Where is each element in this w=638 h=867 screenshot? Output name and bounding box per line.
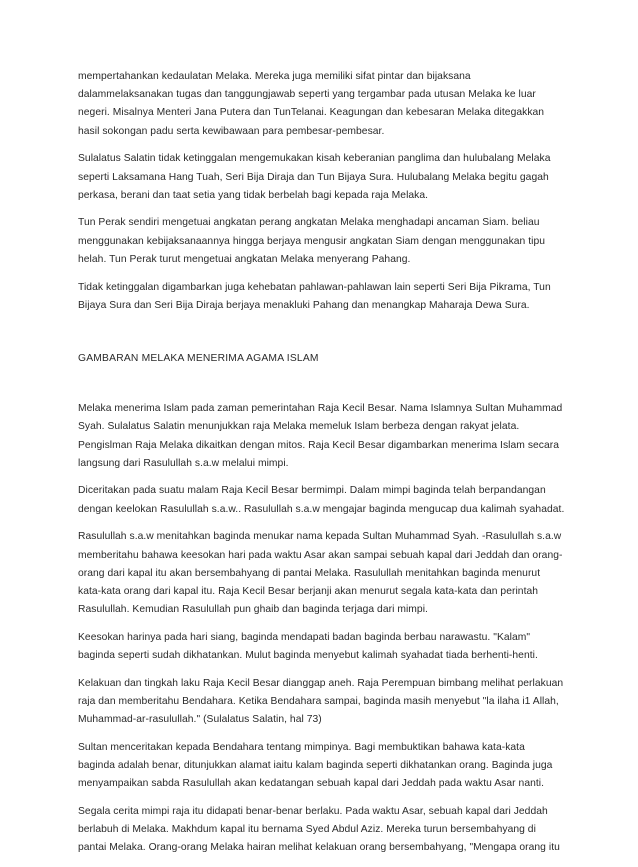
text-line: Tun Perak sendiri mengetuai angkatan perang angkatan Melaka menghadapi ancaman Siam. beliau: [78, 217, 540, 229]
text-line: Melaka menerima Islam pada zaman pemerintahan Raja Kecil Besar. Nama Islamnya Sultan Muhammad: [78, 403, 563, 415]
bottom-section: [78, 400, 576, 857]
text-line: kata-kata orang dari kapal itu. Raja Kecil Besar berjanji akan menurut segala kata-kata dan perintah: [78, 585, 539, 597]
text-line: menggunakan kebijaksanaannya hingga berjaya mengusir angkatan Siam dengan menggunakan tipu: [78, 235, 546, 247]
text-line: seperti Laksamana Hang Tuah, Seri Bija Diraja dan Tun Bijaya Sura. Hulubalang Melaka begitu gagah: [78, 171, 549, 183]
text-line: baginda seperti sudah dikhatankan. Mulut baginda menyebut kalimah syahadat tiada berhenti-henti.: [78, 650, 538, 662]
text-line: Rasulullah. Kemudian Rasulullah pun ghaib dan baginda terjaga dari mimpi.: [78, 604, 428, 616]
paragraph: [78, 739, 576, 794]
paragraph: [78, 629, 576, 665]
paragraph: [78, 803, 576, 858]
text-line: Kelakuan dan tingkah laku Raja Kecil Besar dianggap aneh. Raja Perempuan bimbang melihat perlakuan: [78, 677, 564, 689]
text-line: Sultan menceritakan kepada Bendahara tentang mimpinya. Bagi membuktikan bahawa kata-kata: [78, 741, 525, 753]
paragraph: [78, 150, 576, 205]
top-section: [78, 68, 576, 315]
text-line: Keesokan harinya pada hari siang, baginda mendapati badan baginda berbau narawastu. "Kalam": [78, 631, 531, 643]
paragraph: [78, 214, 576, 269]
text-line: pantai Melaka. Orang-orang Melaka hairan melihat kelakuan orang bersembahyang, "Mengapa orang itu: [78, 842, 560, 854]
text-line: orang dari kapal itu akan bersembahyang di pantai Melaka. Rasulullah menitahkan baginda menurut: [78, 567, 541, 579]
text-line: mempertahankan kedaulatan Melaka. Mereka juga memiliki sifat pintar dan bijaksana: [78, 71, 471, 82]
paragraph: [78, 279, 576, 315]
text-line: Rasulullah s.a.w menitahkan baginda menukar nama kepada Sultan Muhammad Syah. -Rasulullah s.a.w: [78, 531, 562, 543]
paragraph: [78, 482, 576, 518]
paragraph: [78, 400, 576, 473]
text-line: memberitahu bahawa keesokan hari pada waktu Asar akan sampai sebuah kapal dari Jeddah dan orang-: [78, 549, 563, 561]
text-line: Syah. Sulalatus Salatin menunjukkan raja Melaka memeluk Islam berbeza dengan rakyat jelata.: [78, 421, 520, 433]
document-page: [78, 68, 576, 867]
text-line: hasil sokongan padu serta kewibawaan para pembesar-pembesar.: [78, 125, 385, 137]
text-line: Bijaya Sura dan Seri Bija Diraja berjaya menakluki Pahang dan menangkap Maharaja Dewa Sura.: [78, 299, 530, 311]
text-line: baginda adalah benar, ditunjukkan alamat iaitu kalam baginda seperti dikhatankan orang. Baginda juga: [78, 760, 553, 772]
text-line: raja dan memberitahu Bendahara. Ketika Bendahara sampai, baginda masih menyebut "la ilaha i1 Allah,: [78, 695, 559, 707]
text-line: helah. Tun Perak turut mengetuai angkatan Melaka menyerang Pahang.: [78, 253, 411, 265]
text-line: langsung dari Rasulullah s.a.w melalui mimpi.: [78, 457, 289, 469]
text-line: perkasa, berani dan taat setia yang tidak berbelah bagi kepada raja Melaka.: [78, 189, 429, 201]
text-line: dengan keelokan Rasulullah s.a.w.. Rasulullah s.a.w mengajar baginda mengucap dua kalimah syahadat.: [78, 503, 565, 515]
text-line: dalammelaksanakan tugas dan tanggungjawab seperti yang tergambar pada utusan Melaka ke luar: [78, 89, 536, 101]
text-line: menyampaikan sabda Rasulullah akan kedatangan sebuah kapal dari Jeddah pada waktu Asar nanti.: [78, 778, 545, 790]
section-heading: GAMBARAN MELAKA MENERIMA AGAMA ISLAM: [78, 352, 319, 364]
text-line: Tidak ketinggalan digambarkan juga kehebatan pahlawan-pahlawan lain seperti Seri Bija Pikrama, Tun: [78, 281, 551, 293]
text-line: Sulalatus Salatin tidak ketinggalan mengemukakan kisah keberanian panglima dan hulubalang Melaka: [78, 153, 551, 165]
paragraph: [78, 528, 576, 619]
text-line: Pengislman Raja Melaka dikaitkan dengan mitos. Raja Kecil Besar digambarkan menerima Islam secara: [78, 439, 560, 451]
paragraph: [78, 675, 576, 730]
text-line: berlabuh di Melaka. Makhdum kapal itu bernama Syed Abdul Aziz. Mereka turun bersembahyang di: [78, 824, 536, 836]
paragraph: [78, 68, 576, 141]
text-line: Segala cerita mimpi raja itu didapati benar-benar berlaku. Pada waktu Asar, sebuah kapal dari Jeddah: [78, 806, 548, 817]
text-line: Muhammad-ar-rasulullah." (Sulalatus Salatin, hal 73): [78, 714, 322, 726]
text-line: negeri. Misalnya Menteri Jana Putera dan TunTelanai. Keagungan dan kebesaran Melaka ditegakkan: [78, 107, 545, 119]
text-line: Diceritakan pada suatu malam Raja Kecil Besar bermimpi. Dalam mimpi baginda telah berpandangan: [78, 485, 546, 497]
